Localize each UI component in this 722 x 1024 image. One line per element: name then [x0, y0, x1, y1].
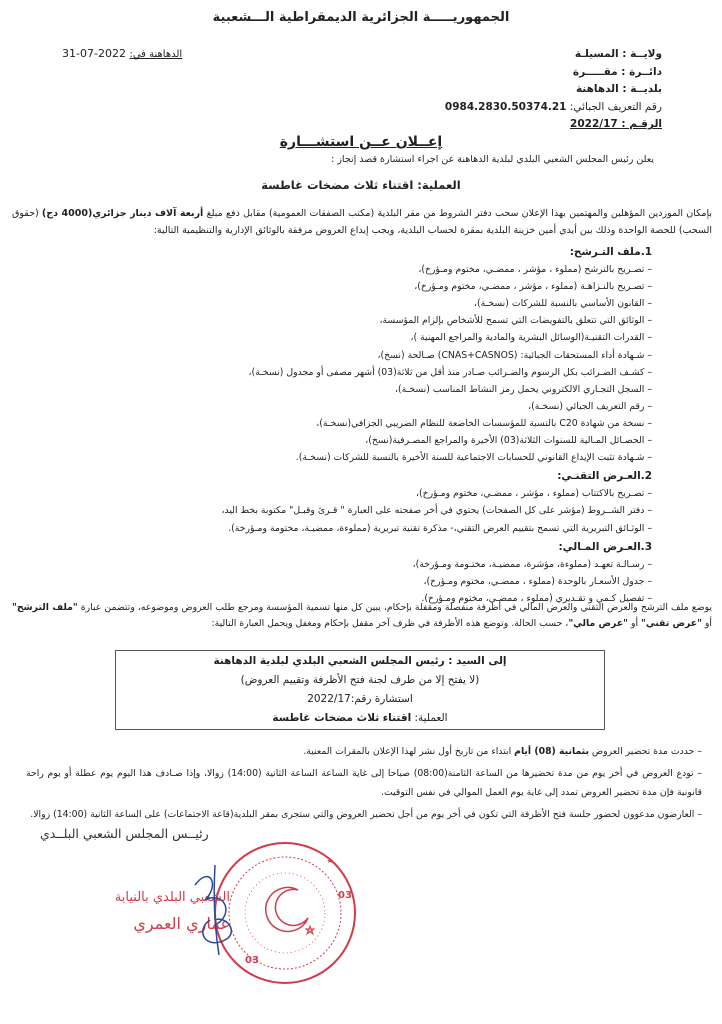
document-item: – الوثائق التي تتعلق بالتفويضات التي تسمح للأشخاص بإلزام المؤسسة،	[32, 312, 652, 329]
note-item: – العارضون مدعوون لحضور جلسة فتح الأظرفة التي تكون في أخر يوم من أجل تحضير العروض والتي ستجرى بمقر البلدية(قاعة الاجتماعات) على الساعة الثانية (14:00) زوالا.	[30, 808, 702, 820]
env-e: ، حسب الحالة. وتوضع هذه الأظرفة في ظرف آخر مقفل بإحكام ومغفل ويحمل العبارة التالية:	[211, 618, 569, 629]
box-operation-label: العملية:	[414, 712, 448, 724]
baladiya: بلديــة : الدهاهنة	[575, 83, 662, 96]
section-heading: 3.العـرض المـالي:	[558, 540, 652, 553]
svg-text:03: 03	[338, 890, 352, 901]
note-text: العارضون مدعوون لحضور جلسة فتح الأظرفة التي تكون في أخر يوم من أجل تحضير العروض والتي ستجرى بمقر البلدية(قاعة الاجتماعات) على الساعة الثانية (14:00) زوالا.	[30, 808, 695, 820]
wilaya: ولايــة : المسيلـة	[574, 48, 662, 60]
document-item: – الحصـائل المـالية للسنوات الثلاثة(03) الأخيرة والمراجع المصـرفية(نسخ)،	[32, 432, 652, 449]
notes	[26, 742, 702, 826]
note-text: تودع العروض في أخر يوم من مدة تحضيرها من الساعة الثامنة(08:00) صباحا إلى غاية الساعة الساعة الثانية (14:00) زوالا، وإذا صـادف هذا اليوم يوم عطلة أو يوم راحة قانونية فإن مدة تحضير العروض تمدد إلى غاية يوم العمل الموالي في نفس التوقيت.	[26, 767, 702, 798]
env-a: يوضع ملف الترشح والعرض التقني والعرض المالي في أظرفة منفصلة ومقفلة بإحكام، يبين كل منها تسمية المؤسسة ومرجع طلب العروض وموضوعه، وتتضمن عبارة	[77, 602, 712, 613]
document-item: – الوثـائق التبريرية التي تسمح بتقييم العرض التقني،- مذكرة تقنية تبريرية (مملوءة، ممضيـة، مختومة ومـؤرخة).	[32, 520, 652, 537]
stamp-line-2: عماري العمري	[133, 914, 230, 933]
note-text: ابتداء من تاريخ أول نشر لهذا الإعلان بالمقرات المعنية.	[303, 746, 515, 757]
daira: دائــرة : مقـــــرة	[572, 65, 662, 78]
operation-title: العملية: اقتناء ثلاث مضخات غاطسة	[261, 178, 461, 192]
section-heading: 2.العـرض التقنـي:	[557, 470, 652, 483]
env-b2: "عرض تقني"	[641, 618, 702, 629]
para-fee: أربعة آلاف دينار جزائري(4000 دج)	[41, 208, 204, 219]
issuer-block	[445, 46, 662, 134]
tax-id	[445, 99, 662, 117]
announcement-intro: يعلن رئيس المجلس الشعبي البلدي لبلدية الدهاهنة عن اجراء استشارة قصد إنجاز :	[331, 154, 654, 165]
withdrawal-paragraph	[12, 205, 712, 239]
required-documents	[32, 242, 652, 607]
envelope-label-box	[115, 650, 605, 730]
note-item: – تودع العروض في أخر يوم من مدة تحضيرها من الساعة الثامنة(08:00) صباحا إلى غاية الساعة الساعة الثانية (14:00) زوالا، وإذا صـادف هذا اليوم يوم عطلة أو يوم راحة قانونية فإن مدة تحضير العروض تمدد إلى غاية يوم العمل الموالي في نفس التوقيت.	[26, 767, 703, 798]
document-item: – تصـريح بالنـزاهـة (مملوء ، مؤشر ، ممضـي، مختوم ومـؤرخ)،	[32, 278, 652, 295]
box-notice: (لا يفتح إلا من طرف لجنة فتح الأظرفة وتقييم العروض)	[240, 674, 480, 686]
document-item: – دفتر الشــروط (مؤشر على كل الصفحات) يحتوي في أخر صفحته على العبارة " قـرئ وقبـل" مكتوبة بخط اليد،	[32, 502, 652, 519]
para-text-b: (حقوق السحب) للحصة الواحدة وذلك بين أيدي أمين خزينة البلدية بمقرة لحساب البلدية، ويجب إيداع العروض مرفقة بالوثائق الإدارية والتنظيمية التالية:	[12, 208, 712, 236]
ref-label: الرقـم :	[621, 118, 662, 131]
env-c: أو	[701, 618, 712, 629]
document-date	[62, 47, 182, 60]
box-operation-value: اقتناء ثلاث مضخات غاطسة	[272, 712, 412, 724]
box-consultation-number: استشارة رقم:2022/17	[307, 693, 413, 705]
document-item: – كشـف الضـرائب بكل الرسوم والضـرائب صـادر منذ أقل من ثلاثة(03) أشهر مصفى أو مجدول (نسخـة)،	[32, 364, 652, 381]
box-operation	[116, 709, 604, 728]
env-b3: "عرض مالي"	[568, 618, 629, 629]
box-addressee: إلى السيد : رئيس المجلس الشعبي البلدي لبلدية الدهاهنة	[213, 655, 507, 667]
document-item: – السجل التجـاري الالكتروني يحمل رمز النشاط المناسب (نسخـة)،	[32, 381, 652, 398]
document-item: – شـهادة تثبت الإيداع القانوني للحسابات الاجتماعية للسنة الأخيرة بالنسبة للشركات (نسخـة).	[32, 449, 652, 466]
document-item: – رقم التعريف الجبائي (نسخـة)،	[32, 398, 652, 415]
document-item: – القدرات التقنيـة(الوسائل البشرية والمادية والمراجع المهنية )،	[32, 329, 652, 346]
para-text-a: بإمكان الموردين المؤهلين والمهتمين بهذا الإعلان سحب دفتر الشروط من مقر البلدية (مكتب الصفقات العمومية) مقابل دفع مبلغ	[203, 208, 712, 219]
tax-id-value: 0984.2830.50374.21	[444, 100, 567, 113]
document-item: – القانون الأساسي بالنسبة للشركات (نسخـة)،	[32, 295, 652, 312]
document-item: – تفصيل كـمي و تقـديري (مملوء ، ممضـي، مختوم ومـؤرخ).	[32, 590, 652, 607]
section-heading: 1.ملف التـرشح:	[569, 246, 652, 258]
document-item: – جدول الأسعـار بالوحدة (مملوء ، ممضـي، مختوم ومـؤرخ)،	[32, 573, 652, 590]
date-label: الدهاهنة في:	[129, 49, 183, 60]
handwritten-signature	[185, 860, 245, 960]
env-d: أو	[628, 618, 642, 629]
reference	[445, 116, 662, 134]
env-b1: "ملف الترشح"	[12, 602, 78, 613]
document-item: – تصـريح بالاكتتاب (مملوء ، مؤشر ، ممضـي، مختوم ومـؤرخ)،	[32, 485, 652, 502]
document-item: – رسـالـة تعهـد (مملوءة، مؤشرة، ممضيـة، مختـومة ومـؤرخة)،	[32, 556, 652, 573]
note-bold: بثمانية (08) أيام	[514, 746, 589, 757]
note-text: حددت مدة تحضير العروض	[588, 746, 695, 757]
ref-value: 2022/17	[570, 118, 618, 131]
envelope-paragraph	[12, 600, 712, 632]
tax-id-label: رقم التعريف الجبائي:	[569, 100, 662, 113]
svg-text:03: 03	[245, 955, 259, 966]
document-item: – نسخة من شهادة C20 بالنسبة للمؤسسات الخاضعة للنظام الضريبي الجزافي(نسخـة)،	[32, 415, 652, 432]
signer-title: رئيــس المجلس الشعبي البلــدي	[40, 826, 209, 841]
note-item: – حددت مدة تحضير العروض بثمانية (08) أيام ابتداء من تاريخ أول نشر لهذا الإعلان بالمقرات المعنية.	[303, 746, 702, 757]
document-item: – شـهادة أداء المستحقات الجبائية: (CNAS+CASNOS) صـالحة (نسخ)،	[32, 347, 652, 364]
stamp-line-1: الشعبي البلدي بالنيابة	[114, 890, 230, 905]
document-item: – تصـريح بالترشح (مملوء ، مؤشر ، ممضـي، مختوم ومـؤرخ)،	[32, 261, 652, 278]
announcement-title: إعــلان عــن استشـــارة	[279, 134, 443, 150]
date-value: 2022-07-31	[62, 47, 126, 60]
republic-heading: الجمهوريـــــة الجزائرية الديمقراطية الـــشعبية	[212, 10, 510, 25]
